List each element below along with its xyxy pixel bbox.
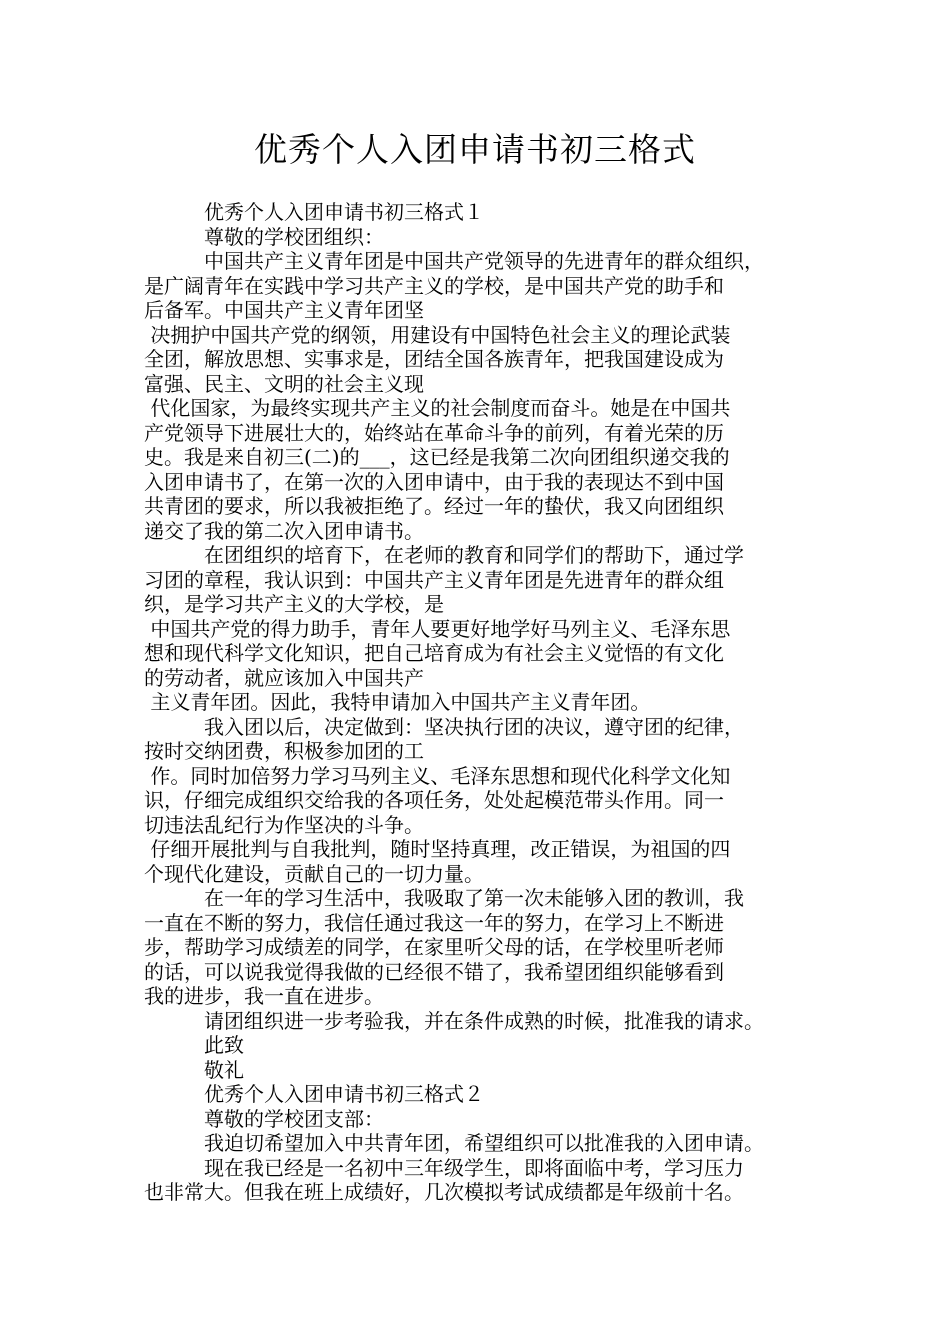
text-line: 富强、民主、文明的社会主义现 (144, 371, 424, 396)
text-line: 决拥护中国共产党的纲领，用建设有中国特色社会主义的理论武装 (144, 322, 731, 347)
text-line: 个现代化建设，贡献自己的一切力量。 (144, 861, 484, 886)
text-line: 一直在不断的努力，我信任通过我这一年的努力，在学习上不断进 (144, 910, 724, 935)
text-line: 想和现代科学文化知识，把自己培育成为有社会主义觉悟的有文化 (144, 641, 724, 665)
text-line: 代化国家，为最终实现共产主义的社会制度而奋斗。她是在中国共 (144, 396, 731, 420)
text-line: 中国共产党的得力助手，青年人要更好地学好马列主义、毛泽东思 (144, 616, 731, 641)
text-line: 优秀个人入团申请书初三格式１ (144, 200, 484, 224)
text-line: 识，仔细完成组织交给我的各项任务，处处起模范带头作用。同一 (144, 788, 724, 812)
text-line: 织，是学习共产主义的大学校，是 (144, 592, 444, 616)
text-line: 在一年的学习生活中，我吸取了第一次未能够入团的教训，我 (144, 886, 744, 910)
text-line: 请团组织进一步考验我，并在条件成熟的时候，批准我的请求。 (144, 1008, 764, 1033)
document-title: 优秀个人入团申请书初三格式 (254, 130, 696, 169)
text-line: 也非常大。但我在班上成绩好，几次模拟考试成绩都是年级前十名。 (144, 1180, 744, 1204)
text-line: 现在我已经是一名初中三年级学生，即将面临中考，学习压力 (144, 1155, 744, 1180)
text-line: 是广阔青年在实践中学习共产主义的学校，是中国共产党的助手和 (144, 273, 724, 298)
text-line: 敬礼 (144, 1057, 244, 1082)
text-line: 后备军。中国共产主义青年团坚 (144, 298, 424, 322)
text-line: 优秀个人入团申请书初三格式２ (144, 1082, 484, 1106)
text-line: 按时交纳团费，积极参加团的工 (144, 739, 424, 763)
text-line: 我迫切希望加入中共青年团，希望组织可以批准我的入团申请。 (144, 1131, 764, 1155)
text-line: 递交了我的第二次入团申请书。 (144, 518, 424, 543)
text-line: 步，帮助学习成绩差的同学，在家里听父母的话，在学校里听老师 (144, 935, 724, 959)
text-line: 我的进步，我一直在进步。 (144, 984, 384, 1008)
text-line: 切违法乱纪行为作坚决的斗争。 (144, 812, 424, 837)
text-line: 史。我是来自初三(二)的___，这已经是我第二次向团组织递交我的 (144, 445, 730, 469)
text-line: 作。同时加倍努力学习马列主义、毛泽东思想和现代化科学文化知 (144, 763, 731, 788)
text-line: 主义青年团。因此，我特申请加入中国共产主义青年团。 (144, 690, 651, 714)
text-line: 共青团的要求，所以我被拒绝了。经过一年的蛰伏，我又向团组织 (144, 494, 724, 518)
text-line: 尊敬的学校团组织： (144, 224, 384, 249)
document-body (144, 200, 824, 1205)
text-line: 的劳动者，就应该加入中国共产 (144, 665, 424, 690)
text-line: 全团，解放思想、实事求是，团结全国各族青年，把我国建设成为 (144, 347, 724, 371)
text-line: 此致 (144, 1033, 244, 1057)
text-line: 入团申请书了，在第一次的入团申请中，由于我的表现达不到中国 (144, 469, 724, 494)
text-line: 的话，可以说我觉得我做的已经很不错了，我希望团组织能够看到 (144, 959, 724, 984)
text-line: 产党领导下进展壮大的，始终站在革命斗争的前列，有着光荣的历 (144, 420, 724, 445)
text-line: 尊敬的学校团支部： (144, 1106, 384, 1131)
text-line: 我入团以后，决定做到：坚决执行团的决议，遵守团的纪律， (144, 714, 744, 739)
text-line: 中国共产主义青年团是中国共产党领导的先进青年的群众组织， (144, 249, 764, 273)
text-line: 习团的章程，我认识到：中国共产主义青年团是先进青年的群众组 (144, 567, 724, 592)
text-line: 在团组织的培育下，在老师的教育和同学们的帮助下，通过学 (144, 543, 744, 567)
text-line: 仔细开展批判与自我批判，随时坚持真理，改正错误，为祖国的四 (144, 837, 731, 861)
